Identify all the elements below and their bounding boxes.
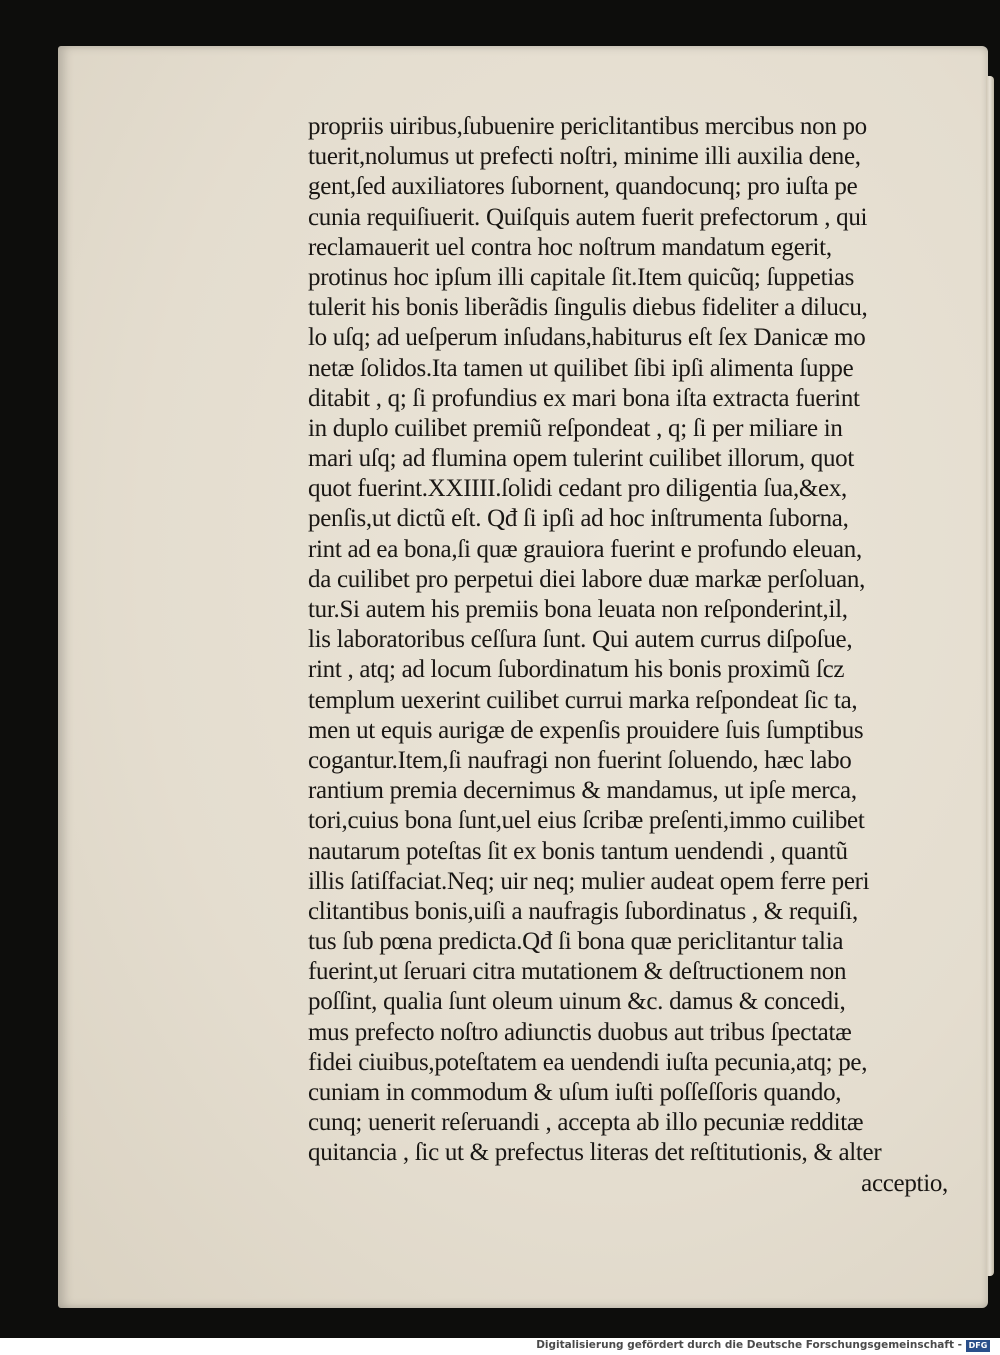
text-line: fidei ciuibus,poteſtatem ea uendendi iuſta pecunia,atq; pe, xyxy=(308,1048,868,1076)
funding-credit: Digitalisierung gefördert durch die Deutsche Forschungsgemeinschaft - xyxy=(536,1339,962,1351)
text-line: gent,ſed auxiliatores ſubornent, quandocunq; pro iuſta pe xyxy=(308,173,858,201)
page-edge xyxy=(986,76,994,1276)
footer-bar xyxy=(0,1338,1000,1355)
text-line: cunia requiſiuerit. Quiſquis autem fuerit prefectorum , qui xyxy=(308,203,868,231)
text-line: lis laboratoribus ceſſura ſunt. Qui autem currus diſpoſue, xyxy=(308,626,853,654)
body-text xyxy=(308,112,948,1199)
text-line: ditabit , q; ſi profundius ex mari bona iſta extracta fuerint xyxy=(308,384,860,412)
text-line: illis ſatiſfaciat.Neq; uir neq; mulier audeat opem ferre peri xyxy=(308,867,870,895)
text-line: da cuilibet pro perpetui diei labore duæ markæ perſoluan, xyxy=(308,565,866,593)
text-line: poſſint, qualia ſunt oleum uinum &c. damus & concedi, xyxy=(308,988,846,1016)
text-line: tus ſub pœna predicta.Qđ ſi bona quæ periclitantur talia xyxy=(308,928,844,956)
text-line: cunq; uenerit reſeruandi , accepta ab illo pecuniæ redditæ xyxy=(308,1109,864,1137)
text-line: tori,cuius bona ſunt,uel eius ſcribæ preſenti,immo cuilibet xyxy=(308,807,865,835)
text-line: mus prefecto noſtro adiunctis duobus aut tribus ſpectatæ xyxy=(308,1018,852,1046)
text-line: netæ ſolidos.Ita tamen ut quilibet ſibi ipſi alimenta ſuppe xyxy=(308,354,854,382)
text-line: penſis,ut dictũ eſt. Qđ ſi ipſi ad hoc inſtrumenta ſuborna, xyxy=(308,505,849,533)
text-line: tur.Si autem his premiis bona leuata non reſponderint,il, xyxy=(308,596,848,623)
text-line: cuniam in commodum & uſum iuſti poſſeſſoris quando, xyxy=(308,1079,842,1106)
text-line: rint , atq; ad locum ſubordinatum his bonis proximũ ſcz xyxy=(308,656,845,684)
text-line: quot fuerint.XXIIII.ſolidi cedant pro diligentia ſua,&ex, xyxy=(308,475,847,503)
book-page xyxy=(58,46,988,1308)
text-line: tuerit,nolumus ut prefecti noſtri, minime illi auxilia dene, xyxy=(308,143,861,171)
text-line: tulerit his bonis liberãdis ſingulis diebus fideliter a dilucu, xyxy=(308,294,868,322)
text-line: rint ad ea bona,ſi quæ grauiora fuerint e profundo eleuan, xyxy=(308,535,862,563)
text-line: cogantur.Item,ſi naufragi non fuerint ſoluendo, hæc labo xyxy=(308,746,852,774)
text-line: clitantibus bonis,uiſi a naufragis ſubordinatus , & requiſi, xyxy=(308,897,858,925)
dfg-logo: DFG xyxy=(966,1340,990,1352)
catchword: acceptio, xyxy=(861,1169,948,1197)
text-line: propriis uiribus,ſubuenire periclitantibus mercibus non po xyxy=(308,113,867,140)
text-line: quitancia , ſic ut & prefectus literas det reſtitutionis, & alter xyxy=(308,1139,882,1167)
text-line: fuerint,ut ſeruari citra mutationem & deſtructionem non xyxy=(308,958,847,986)
text-line: templum uexerint cuilibet currui marka reſpondeat ſic ta, xyxy=(308,686,858,714)
text-line: in duplo cuilibet premiũ reſpondeat , q; ſi per miliare in xyxy=(308,414,843,442)
text-line: rantium premia decernimus & mandamus, ut ipſe merca, xyxy=(308,777,857,805)
text-line: lo uſq; ad ueſperum inſudans,habiturus eſt ſex Danicæ mo xyxy=(308,324,866,352)
text-line: mari uſq; ad flumina opem tulerint cuilibet illorum, quot xyxy=(308,445,854,473)
text-line: protinus hoc ipſum illi capitale ſit.Item quicũq; ſuppetias xyxy=(308,263,855,291)
text-line: reclamauerit uel contra hoc noſtrum mandatum egerit, xyxy=(308,233,832,261)
text-line: nautarum poteſtas ſit ex bonis tantum uendendi , quantũ xyxy=(308,837,848,865)
text-line: men ut equis aurigæ de expenſis prouidere ſuis ſumptibus xyxy=(308,716,864,744)
